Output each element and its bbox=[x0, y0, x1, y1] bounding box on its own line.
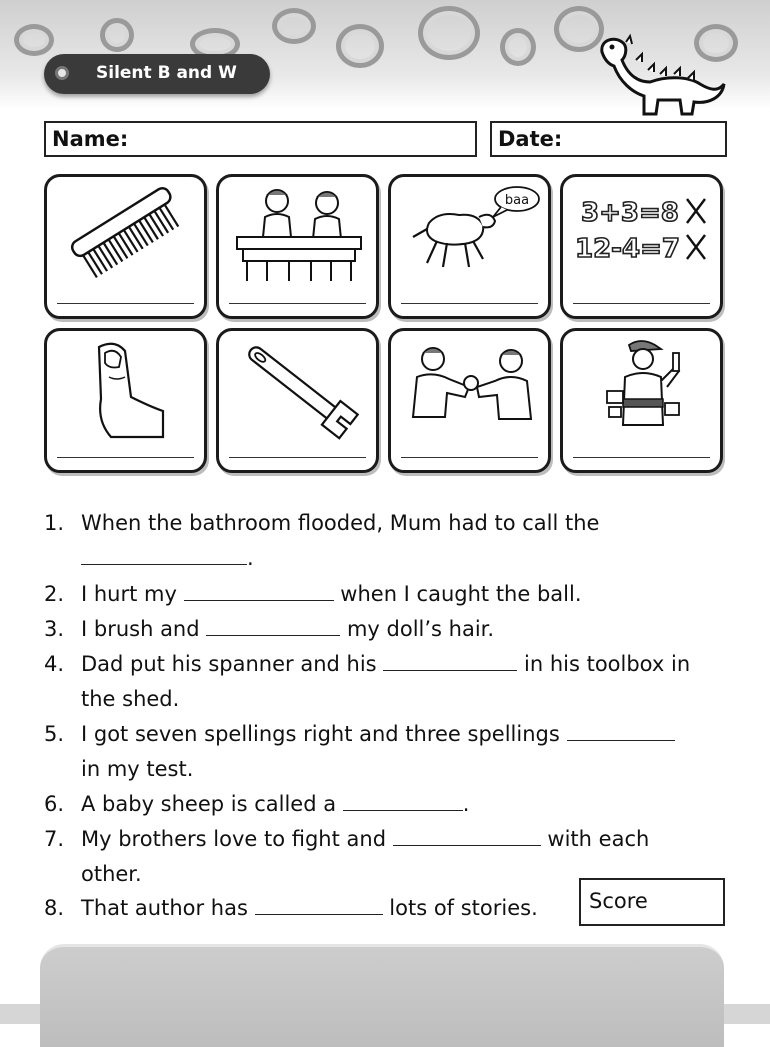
question-text-after: . bbox=[462, 792, 470, 816]
thumb-icon bbox=[55, 337, 198, 442]
question-end: . bbox=[247, 546, 254, 570]
answer-line[interactable] bbox=[573, 457, 710, 458]
answer-line[interactable] bbox=[573, 303, 710, 304]
question-number: 4. bbox=[44, 652, 65, 676]
answer-line[interactable] bbox=[57, 457, 194, 458]
page-title: Silent B and W bbox=[96, 63, 237, 83]
question-text: That author has bbox=[81, 896, 248, 920]
picture-card-writing bbox=[216, 174, 379, 319]
question-text: I hurt my bbox=[81, 582, 177, 606]
name-field[interactable] bbox=[44, 121, 477, 157]
answer-line[interactable] bbox=[229, 303, 366, 304]
question-text: When the bathroom flooded, Mum had to call the bbox=[81, 511, 600, 535]
question-text: Dad put his spanner and his bbox=[81, 652, 377, 676]
picture-card-wrestling bbox=[388, 328, 551, 473]
picture-card-wrench bbox=[216, 328, 379, 473]
answer-line[interactable] bbox=[401, 303, 538, 304]
answer-line[interactable] bbox=[57, 303, 194, 304]
boys-writing-icon bbox=[227, 183, 370, 288]
title-banner bbox=[44, 54, 270, 94]
question-text-line2: other. bbox=[81, 862, 142, 886]
score-box[interactable] bbox=[579, 878, 725, 926]
question-text-line2: the shed. bbox=[81, 687, 180, 711]
question-text: I got seven spellings right and three spellings bbox=[81, 722, 560, 746]
picture-card-comb bbox=[44, 174, 207, 319]
decor-ring bbox=[272, 8, 316, 44]
question-text: My brothers love to fight and bbox=[81, 827, 387, 851]
answer-blank[interactable] bbox=[206, 613, 340, 636]
picture-card-thumb bbox=[44, 328, 207, 473]
answer-line[interactable] bbox=[229, 457, 366, 458]
arm-wrestling-icon bbox=[399, 337, 542, 442]
answer-blank[interactable] bbox=[184, 578, 334, 601]
wrench-icon bbox=[227, 337, 370, 442]
answer-line[interactable] bbox=[401, 457, 538, 458]
dinosaur-icon bbox=[596, 30, 726, 118]
answer-blank[interactable] bbox=[343, 788, 463, 811]
decor-ring bbox=[500, 28, 536, 66]
decor-ring bbox=[336, 24, 384, 68]
question-number: 7. bbox=[44, 827, 65, 851]
question-number: 8. bbox=[44, 896, 65, 920]
question-text-after: my doll’s hair. bbox=[346, 617, 495, 641]
date-field[interactable] bbox=[490, 121, 727, 157]
comb-icon bbox=[55, 183, 198, 288]
name-label: Name: bbox=[52, 127, 129, 151]
question-number: 2. bbox=[44, 582, 65, 606]
question-text-line2: in my test. bbox=[81, 757, 194, 781]
score-label: Score bbox=[589, 889, 648, 913]
question-text: A baby sheep is called a bbox=[81, 792, 337, 816]
sum-two: 12-4=7 bbox=[575, 234, 680, 264]
picture-card-plumber bbox=[560, 328, 723, 473]
question-number: 6. bbox=[44, 792, 65, 816]
question-number: 1. bbox=[44, 511, 65, 535]
question-text-after: lots of stories. bbox=[389, 896, 538, 920]
bullet-icon bbox=[55, 66, 69, 80]
decor-ring bbox=[14, 24, 54, 56]
picture-card-sums bbox=[560, 174, 723, 319]
question-number: 3. bbox=[44, 617, 65, 641]
wrong-sums-icon bbox=[571, 183, 714, 288]
date-label: Date: bbox=[498, 127, 563, 151]
footer-band bbox=[40, 944, 724, 1047]
question-text: I brush and bbox=[81, 617, 200, 641]
lamb-speech: baa bbox=[504, 193, 530, 208]
answer-blank[interactable] bbox=[383, 648, 517, 671]
decor-ring bbox=[100, 18, 134, 52]
question-text-after: in his toolbox in bbox=[524, 652, 691, 676]
lamb-icon bbox=[399, 183, 542, 288]
answer-blank[interactable] bbox=[393, 823, 541, 846]
sum-one: 3+3=8 bbox=[581, 198, 679, 228]
picture-card-lamb bbox=[388, 174, 551, 319]
answer-blank[interactable] bbox=[255, 892, 383, 915]
decor-ring bbox=[418, 6, 480, 60]
answer-blank[interactable] bbox=[567, 718, 675, 741]
question-text-after: when I caught the ball. bbox=[340, 582, 582, 606]
answer-blank[interactable] bbox=[81, 542, 247, 565]
question-text-after: with each bbox=[547, 827, 650, 851]
question-number: 5. bbox=[44, 722, 65, 746]
plumber-icon bbox=[571, 337, 714, 442]
